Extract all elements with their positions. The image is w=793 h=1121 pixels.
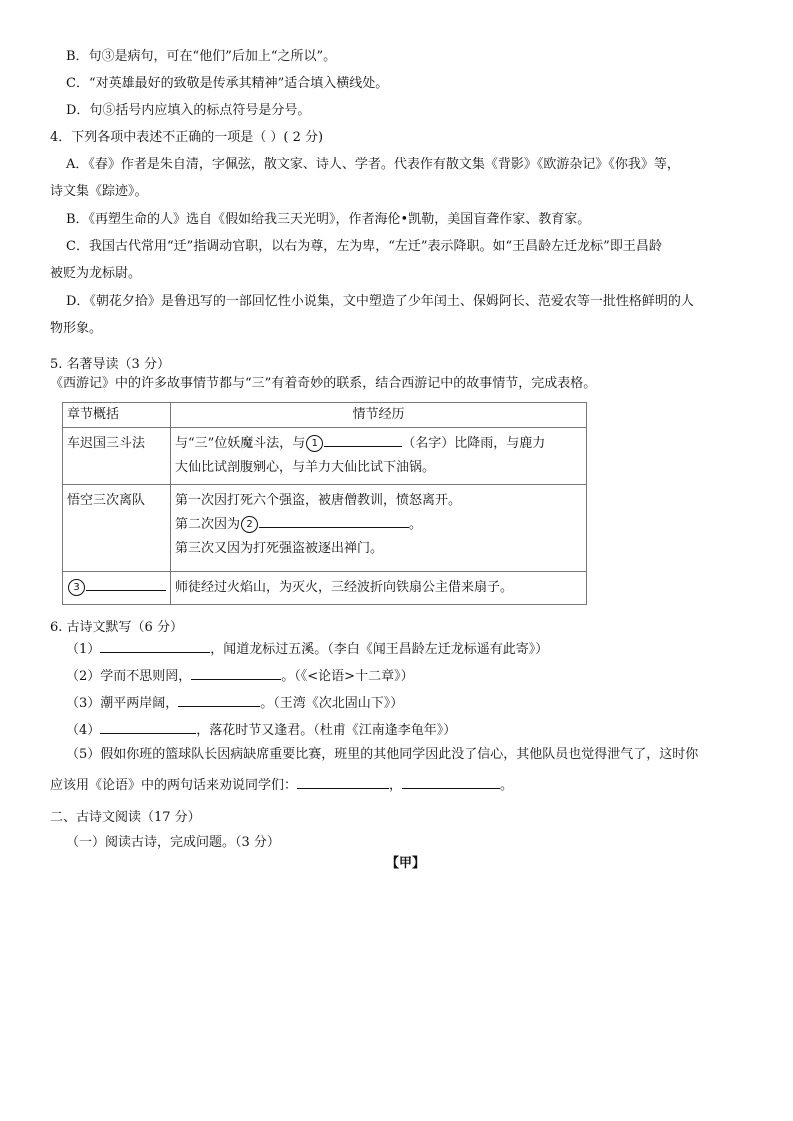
fill-blank-3[interactable] [86,576,166,591]
table-header-chapter: 章节概括 [63,403,171,428]
q4-option-a-line1: A．《春》作者是朱自清，字佩弦，散文家、诗人、学者。代表作有散文集《背影》《欧游杂记》《你我》等， [66,157,680,172]
plot-text: （名字）比降雨，与鹿力 [402,436,546,451]
journey-west-table [62,402,587,605]
plot-text: 大仙比试剖腹剜心，与羊力大仙比试下油锅。 [175,460,436,475]
item-text: 。（王湾《次北固山下》） [260,696,404,711]
section-2-subtitle: （一）阅读古诗，完成问题。（3 分） [66,835,280,850]
q5-intro: 《西游记》中的许多故事情节都与“三”有着奇妙的联系，结合西游记中的故事情节，完成表格。 [50,376,597,391]
q4-option-a-line2: 诗文集《踪迹》。 [50,184,148,199]
plot-text: 第三次又因为打死强盗被逐出禅门。 [175,541,384,556]
item-number: （4） [66,723,101,738]
q3-option-d: D．句⑤括号内应填入的标点符号是分号。 [66,103,311,118]
q6-item-4 [66,719,456,740]
q3-option-c: C．“对英雄最好的致敬是传承其精神”适合填入横线处。 [66,76,389,91]
table-header-plot: 情节经历 [171,403,587,428]
q6-item-2 [66,665,414,686]
q3-option-b: B．句③是病句，可在“他们”后加上“之所以”。 [66,49,337,64]
item-text: ，闻道龙标过五溪。（李白《闻王昌龄左迁龙标遥有此寄》） [210,642,549,657]
fill-blank-1[interactable] [324,432,402,447]
table-row [63,572,587,605]
table-cell-chapter: 车迟国三斗法 [63,428,171,485]
plot-text: 。 [409,517,423,532]
fill-blank-poem-5b[interactable] [402,774,500,789]
blank-marker-3: 3 [68,579,85,596]
table-cell-plot: 师徒经过火焰山，为灭火，三经波折向铁扇公主借来扇子。 [171,572,587,605]
item-text: 。（《<论语>十二章》） [281,669,414,684]
item-text: （3）潮平两岸阔， [66,696,179,711]
fill-blank-poem-2[interactable] [191,665,281,680]
blank-marker-1: 1 [306,435,323,452]
fill-blank-poem-5a[interactable] [297,774,389,789]
table-header-row [63,403,587,428]
table-cell-chapter [63,572,171,605]
table-cell-plot [171,428,587,485]
table-row [63,428,587,485]
q5-title: 5. 名著导读（3 分） [50,357,170,372]
item-text: ，落花时节又逢君。（杜甫《江南逢李龟年》） [196,723,457,738]
q6-item-5-line2 [50,774,513,795]
plot-text: 与“三”位妖魔斗法，与 [175,436,306,451]
fill-blank-2[interactable] [259,513,409,528]
table-cell-plot [171,485,587,572]
plot-text: 第二次因为 [175,517,241,532]
table-cell-chapter: 悟空三次离队 [63,485,171,572]
plot-text: 第一次因打死六个强盗，被唐僧教训，愤怒离开。 [175,493,462,508]
q6-item-3 [66,692,403,713]
section-2-title: 二、古诗文阅读（17 分） [50,810,201,825]
q4-option-c-line2: 被贬为龙标尉。 [50,266,142,281]
q4-option-c-line1: C．我国古代常用“迁”指调动官职，以右为尊，左为卑，“左迁”表示降职。如“王昌龄左迁龙标”即王昌龄 [66,239,662,254]
item-number: （1） [66,642,101,657]
q6-title: 6. 古诗文默写（6 分） [50,620,183,635]
blank-marker-2: 2 [241,516,258,533]
q4-stem: 4．下列各项中表述不正确的一项是（ ）( 2 分) [50,130,324,145]
fill-blank-poem-3[interactable] [178,692,260,707]
item-text: 。 [500,778,514,793]
fill-blank-poem-1[interactable] [100,638,210,653]
table-row [63,485,587,572]
fill-blank-poem-4[interactable] [100,719,196,734]
q4-option-d-line2: 物形象。 [50,321,103,336]
item-text: ， [389,778,403,793]
q4-option-b: B．《再塑生命的人》选自《假如给我三天光明》，作者海伦•凯勒，美国盲聋作家、教育家。 [66,212,591,227]
item-text: （2）学而不思则罔， [66,669,192,684]
item-text: 应该用《论语》中的两句话来劝说同学们： [50,778,298,793]
q4-option-d-line1: D．《朝花夕拾》是鲁迅写的一部回忆性小说集，文中塑造了少年闰土、保姆阿长、范爱农等一批性格鲜明的人 [66,294,694,309]
poem-label-jia: 【甲】 [386,856,426,871]
q6-item-1 [66,638,548,659]
q6-item-5-line1: （5）假如你班的篮球队长因病缺席重要比赛，班里的其他同学因此没了信心，其他队员也觉得泄气了，这时你 [66,747,699,762]
